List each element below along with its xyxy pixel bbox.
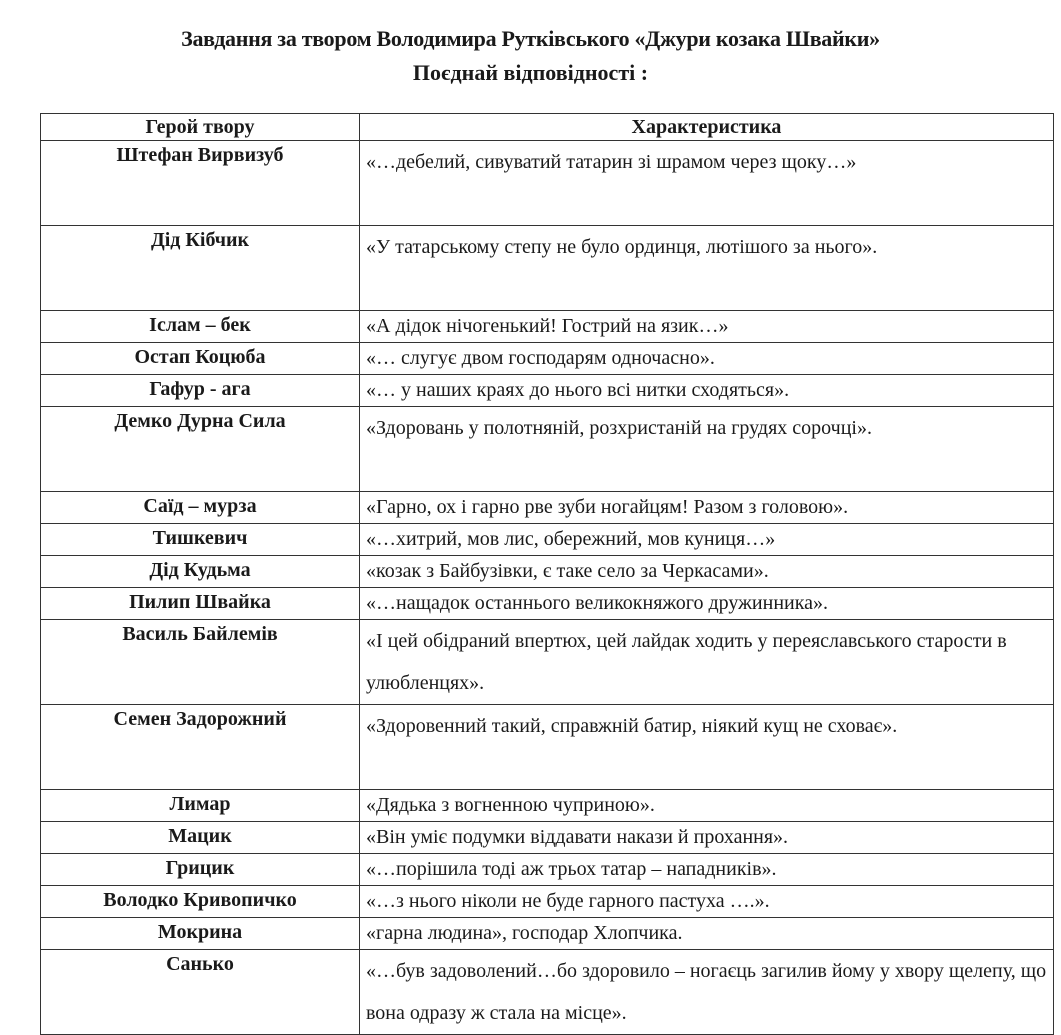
table-row xyxy=(41,343,1054,375)
hero-name-cell: Мацик xyxy=(41,822,360,854)
hero-name-cell: Дід Кібчик xyxy=(41,226,360,311)
table-header-row xyxy=(41,114,1054,141)
table-row xyxy=(41,854,1054,886)
characteristic-cell: «Здоровань у полотняній, розхристаній на грудях сорочці». xyxy=(360,407,1054,492)
hero-name-cell: Штефан Вирвизуб xyxy=(41,141,360,226)
hero-name-cell: Грицик xyxy=(41,854,360,886)
hero-name-cell: Мокрина xyxy=(41,918,360,950)
page-title: Завдання за твором Володимира Рутківського «Джури козака Швайки» xyxy=(181,26,880,51)
hero-name-cell: Семен Задорожний xyxy=(41,705,360,790)
table-row xyxy=(41,492,1054,524)
hero-name-cell: Володко Кривопичко xyxy=(41,886,360,918)
table-row xyxy=(41,311,1054,343)
hero-name-cell: Василь Байлемів xyxy=(41,620,360,705)
table-row xyxy=(41,556,1054,588)
hero-name-cell: Пилип Швайка xyxy=(41,588,360,620)
characteristic-cell: «…з нього ніколи не буде гарного пастуха ….». xyxy=(360,886,1054,918)
hero-name-cell: Лимар xyxy=(41,790,360,822)
characteristic-cell: «І цей обідраний впертюх, цей лайдак ходить у переяславського старости в улюбленцях». xyxy=(360,620,1054,705)
table-row xyxy=(41,705,1054,790)
characteristic-cell: «Гарно, ох і гарно рве зуби ногайцям! Разом з головою». xyxy=(360,492,1054,524)
characteristic-cell: «А дідок нічогенький! Гострий на язик…» xyxy=(360,311,1054,343)
header-hero: Герой твору xyxy=(41,114,360,141)
hero-name-cell: Остап Коцюба xyxy=(41,343,360,375)
characteristic-cell: «козак з Байбузівки, є таке село за Черкасами». xyxy=(360,556,1054,588)
matching-table xyxy=(40,113,1054,1035)
table-row xyxy=(41,918,1054,950)
table-row xyxy=(41,524,1054,556)
characteristic-cell: «У татарському степу не було ординця, лютішого за нього». xyxy=(360,226,1054,311)
hero-name-cell: Іслам – бек xyxy=(41,311,360,343)
table-row xyxy=(41,620,1054,705)
header-characteristic: Характеристика xyxy=(360,114,1054,141)
hero-name-cell: Тишкевич xyxy=(41,524,360,556)
table-row xyxy=(41,226,1054,311)
table-row xyxy=(41,588,1054,620)
characteristic-cell: «гарна людина», господар Хлопчика. xyxy=(360,918,1054,950)
hero-name-cell: Демко Дурна Сила xyxy=(41,407,360,492)
characteristic-cell: «…порішила тоді аж трьох татар – нападників». xyxy=(360,854,1054,886)
table-row xyxy=(41,950,1054,1035)
characteristic-cell: «Дядька з вогненною чуприною». xyxy=(360,790,1054,822)
characteristic-cell: «…дебелий, сивуватий татарин зі шрамом через щоку…» xyxy=(360,141,1054,226)
characteristic-cell: «Він уміє подумки віддавати накази й прохання». xyxy=(360,822,1054,854)
table-row xyxy=(41,790,1054,822)
characteristic-cell: «…хитрий, мов лис, обережний, мов куниця…» xyxy=(360,524,1054,556)
table-row xyxy=(41,822,1054,854)
hero-name-cell: Саїд – мурза xyxy=(41,492,360,524)
characteristic-cell: «… слугує двом господарям одночасно». xyxy=(360,343,1054,375)
page-subtitle: Поєднай відповідності : xyxy=(412,60,649,85)
characteristic-cell: «… у наших краях до нього всі нитки сходяться». xyxy=(360,375,1054,407)
characteristic-cell: «Здоровенний такий, справжній батир, ніякий кущ не сховає». xyxy=(360,705,1054,790)
table-body xyxy=(41,141,1054,1035)
characteristic-cell: «…нащадок останнього великокняжого дружинника». xyxy=(360,588,1054,620)
characteristic-cell: «…був задоволений…бо здоровило – ногаєць загилив йому у хвору щелепу, що вона одразу ж стала на місце». xyxy=(360,950,1054,1035)
hero-name-cell: Гафур - ага xyxy=(41,375,360,407)
table-row xyxy=(41,375,1054,407)
hero-name-cell: Санько xyxy=(41,950,360,1035)
hero-name-cell: Дід Кудьма xyxy=(41,556,360,588)
table-row xyxy=(41,407,1054,492)
table-row xyxy=(41,886,1054,918)
table-row xyxy=(41,141,1054,226)
